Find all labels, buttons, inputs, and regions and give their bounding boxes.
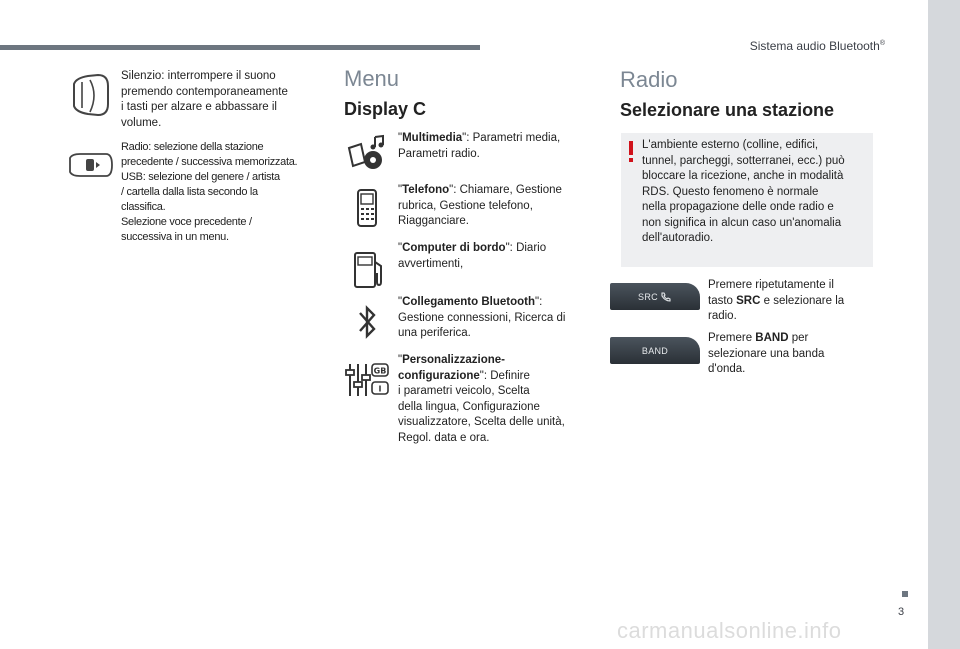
src-instructions: Premere ripetutamente il tasto SRC e selezionare la radio. (708, 279, 845, 322)
menu-item-computer-di-bordo: "Computer di bordo": Diario avvertimenti, (398, 242, 547, 270)
radio-title: Radio (620, 67, 678, 92)
band-button-illustration: BAND (610, 337, 700, 364)
radio-description: Radio: selezione della stazione precedente / successiva memorizzata. USB: selezione del genere / artista / cartella dalla lista secondo la classifica. Selezione voce precedente / successiva in un menu. (121, 141, 298, 243)
svg-text:GB: GB (373, 366, 387, 376)
warning-exclamation-icon (629, 141, 633, 155)
menu-item-multimedia: "Multimedia": Parametri media, Parametri radio. (398, 132, 561, 160)
fuel-pump-icon (352, 250, 386, 290)
menu-title: Menu (344, 66, 400, 91)
phone-icon (354, 188, 380, 228)
top-rule (0, 45, 480, 50)
menu-item-telefono: "Telefono": Chiamare, Gestione rubrica, Gestione telefono, Riagganciare. (398, 184, 562, 227)
page-marker (902, 591, 908, 597)
watermark: carmanualsonline.info (617, 618, 842, 643)
warning-text: L'ambiente esterno (colline, edifici, tunnel, parcheggi, sotterranei, ecc.) può bloccare la ricezione, anche in modalità RDS. Questo fenomeno è normale nella propagazione delle onde radio e non significa in alcun caso un'anomalia dell'autoradio. (642, 139, 845, 244)
steering-stalk-radio-icon (66, 150, 114, 180)
select-station-subtitle: Selezionare una stazione (620, 100, 835, 120)
menu-item-collegamento-bluetooth: "Collegamento Bluetooth": Gestione connessioni, Ricerca di una periferica. (398, 296, 566, 339)
phone-handset-icon (660, 291, 672, 303)
multimedia-icon (347, 134, 387, 170)
display-c-subtitle: Display C (344, 99, 427, 119)
right-sidebar (928, 0, 960, 649)
page-number: 3 (898, 606, 905, 618)
src-button-illustration: SRC (610, 283, 700, 310)
band-instructions: Premere BAND per selezionare una banda d'onda. (708, 332, 825, 375)
bluetooth-icon (357, 303, 379, 341)
svg-text:I: I (378, 384, 382, 394)
menu-item-personalizzazione: "Personalizzazione- configurazione": Definire i parametri veicolo, Scelta della lingua, Configurazione visualizzatore, Scelta delle unità, Regol. data e ora. (398, 354, 565, 444)
steering-stalk-mute-icon (68, 72, 112, 118)
warning-exclamation-dot (629, 158, 633, 162)
page-header-title: Sistema audio Bluetooth® (749, 39, 885, 53)
settings-sliders-icon (344, 360, 390, 400)
mute-description: Silenzio: interrompere il suono premendo contemporaneamente i tasti per alzare e abbassare il volume. (121, 70, 288, 129)
